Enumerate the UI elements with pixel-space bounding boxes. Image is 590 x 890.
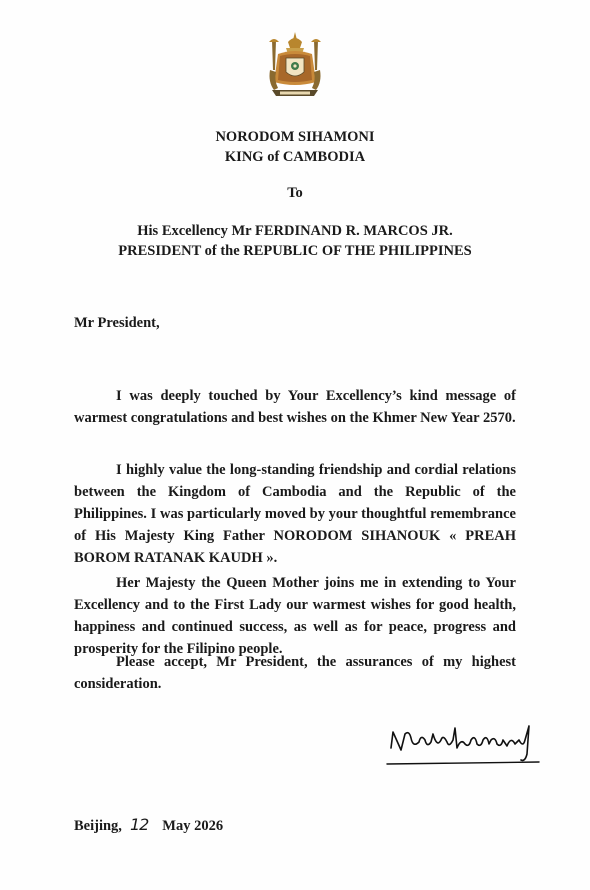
date-month-year: May 2026	[162, 818, 224, 834]
paragraph-3: Her Majesty the Queen Mother joins me in extending to Your Excellency and to the First Lady our warmest wishes for good health, happiness and continued success, as well as for peace, progress and prosperity for the Filipino people.	[74, 575, 516, 657]
sender-block	[0, 127, 590, 167]
sender-name: NORODOM SIHAMONI	[215, 129, 375, 145]
date-day: 12	[129, 815, 149, 834]
salutation: Mr President,	[74, 315, 160, 331]
recipient-name: His Excellency Mr FERDINAND R. MARCOS JR.	[137, 223, 453, 239]
recipient-title: PRESIDENT of the REPUBLIC OF THE PHILIPPINES	[118, 243, 472, 259]
royal-coat-of-arms	[262, 30, 328, 102]
date-line	[74, 815, 223, 836]
paragraph-2: I highly value the long-standing friendship and cordial relations between the Kingdom of Cambodia and the Republic of the Philippines. I was particularly moved by your thoughtful remembrance of His Majesty King Father NORODOM SIHANOUK « PREAH BOROM RATANAK KAUDH ».	[74, 462, 516, 566]
date-place: Beijing,	[74, 818, 122, 834]
handwritten-signature	[383, 718, 543, 770]
to-label: To	[287, 185, 303, 201]
paragraph-4: Please accept, Mr President, the assurances of my highest consideration.	[74, 654, 516, 692]
paragraph-1: I was deeply touched by Your Excellency’s kind message of warmest congratulations and best wishes on the Khmer New Year 2570.	[74, 388, 516, 426]
sender-title: KING of CAMBODIA	[224, 149, 366, 165]
recipient-block	[0, 221, 590, 261]
